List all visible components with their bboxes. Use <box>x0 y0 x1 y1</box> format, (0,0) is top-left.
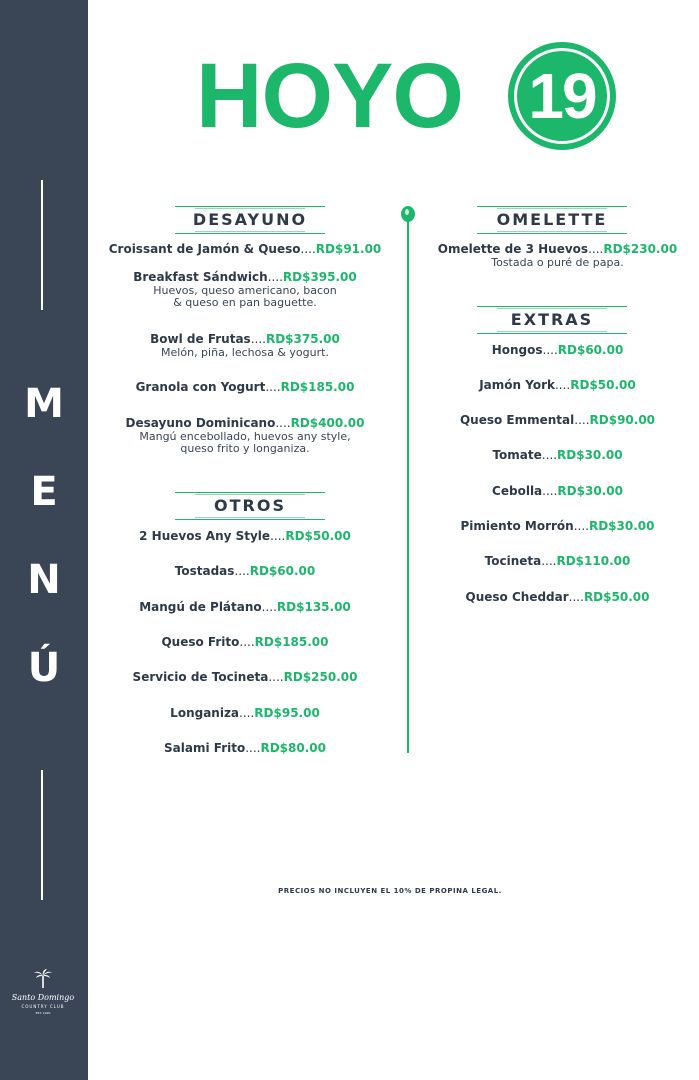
menu-item <box>105 741 385 756</box>
item-price: RD$30.00 <box>557 484 623 498</box>
item-dots: .... <box>542 343 558 357</box>
item-dots: .... <box>541 554 557 568</box>
menu-item <box>105 564 385 579</box>
menu-item <box>430 484 685 499</box>
menu-item <box>430 378 685 393</box>
menu-item <box>105 242 385 257</box>
palm-tree-icon <box>32 968 54 988</box>
item-price: RD$30.00 <box>588 519 655 533</box>
item-dots: .... <box>542 484 558 498</box>
item-price: RD$230.00 <box>603 242 678 256</box>
item-name: Tostadas <box>174 564 235 578</box>
menu-item <box>430 590 685 605</box>
menu-item <box>105 380 385 395</box>
item-dots: .... <box>239 706 255 720</box>
item-name: Granola con Yogurt <box>135 380 266 394</box>
menu-letter: Ú <box>27 645 61 691</box>
item-dots: .... <box>573 519 589 533</box>
menu-letter: E <box>30 469 58 515</box>
item-dots: .... <box>275 416 291 430</box>
menu-item <box>430 519 685 534</box>
menu-item <box>430 242 685 269</box>
item-price: RD$30.00 <box>557 448 623 462</box>
item-name: Tomate <box>492 448 542 462</box>
item-price: RD$50.00 <box>583 590 650 604</box>
item-name: Queso Frito <box>161 635 240 649</box>
menu-letter: N <box>27 557 61 603</box>
club-logo-name: COUNTRY CLUB <box>21 1004 65 1009</box>
item-price: RD$80.00 <box>260 741 326 755</box>
sidebar <box>0 0 88 1080</box>
brand-number-badge <box>508 42 616 150</box>
item-name: Omelette de 3 Huevos <box>437 242 589 256</box>
item-description: Mangú encebollado, huevos any style, queso frito y longaniza. <box>139 430 351 455</box>
item-dots: .... <box>250 332 266 346</box>
club-logo-est: EST. 1920 <box>35 1011 51 1015</box>
golf-ball-icon <box>401 206 415 222</box>
item-price: RD$90.00 <box>589 413 656 427</box>
item-price: RD$60.00 <box>557 343 624 357</box>
item-price: RD$185.00 <box>280 380 355 394</box>
brand-number: 19 <box>528 60 596 132</box>
section-header-extras <box>477 306 627 334</box>
item-dots: .... <box>239 635 255 649</box>
item-price: RD$110.00 <box>556 554 631 568</box>
menu-item <box>105 416 385 455</box>
menu-item <box>105 529 385 544</box>
item-price: RD$395.00 <box>282 270 357 284</box>
item-name: Jamón York <box>479 378 555 392</box>
menu-item <box>105 270 385 309</box>
item-name: Desayuno Dominicano <box>125 416 276 430</box>
item-name: Salami Frito <box>164 741 246 755</box>
menu-letter: M <box>24 381 64 427</box>
item-name: Queso Cheddar <box>465 590 569 604</box>
item-name: Tocineta <box>484 554 542 568</box>
item-dots: .... <box>554 378 571 392</box>
item-name: Breakfast Sándwich <box>133 270 268 284</box>
item-name: 2 Huevos Any Style <box>139 529 271 543</box>
item-dots: .... <box>234 564 250 578</box>
menu-vertical-word <box>0 360 88 712</box>
sidebar-bottom-line <box>41 770 43 900</box>
menu-item <box>430 554 685 569</box>
section-header-desayuno <box>175 206 325 234</box>
item-price: RD$135.00 <box>276 600 351 614</box>
menu-item <box>105 706 385 721</box>
item-dots: .... <box>574 413 590 427</box>
item-name: Longaniza <box>170 706 240 720</box>
item-price: RD$50.00 <box>285 529 351 543</box>
item-name: Cebolla <box>492 484 543 498</box>
item-description: Melón, piña, lechosa & yogurt. <box>161 346 329 359</box>
club-logo-script: Santo Domingo <box>11 993 75 1002</box>
menu-item <box>430 413 685 428</box>
item-description: Huevos, queso americano, bacon & queso en pan baguette. <box>153 284 337 309</box>
item-price: RD$375.00 <box>265 332 340 346</box>
section-header-omelette <box>477 206 627 234</box>
item-dots: .... <box>267 270 283 284</box>
section-header-otros <box>175 492 325 520</box>
item-name: Queso Emmental <box>459 413 575 427</box>
item-dots: .... <box>300 242 316 256</box>
menu-item <box>105 600 385 615</box>
item-price: RD$50.00 <box>570 378 636 392</box>
item-price: RD$95.00 <box>254 706 320 720</box>
item-name: Croissant de Jamón & Queso <box>108 242 301 256</box>
club-logo <box>10 968 76 1015</box>
menu-item <box>105 670 385 685</box>
item-dots: .... <box>261 600 277 614</box>
item-price: RD$60.00 <box>249 564 316 578</box>
item-price: RD$185.00 <box>254 635 329 649</box>
item-dots: .... <box>268 670 284 684</box>
section-title: EXTRAS <box>510 310 594 329</box>
item-name: Bowl de Frutas <box>150 332 251 346</box>
column-divider <box>407 208 409 753</box>
brand-word: HOYO <box>196 45 463 147</box>
section-title: OMELETTE <box>496 210 608 229</box>
menu-item <box>105 635 385 650</box>
item-name: Servicio de Tocineta <box>132 670 269 684</box>
item-name: Mangú de Plátano <box>139 600 262 614</box>
brand-logo <box>196 40 626 150</box>
menu-item <box>430 448 685 463</box>
section-title: DESAYUNO <box>192 210 308 229</box>
item-dots: .... <box>270 529 286 543</box>
item-dots: .... <box>568 590 584 604</box>
item-dots: .... <box>245 741 261 755</box>
item-price: RD$400.00 <box>290 416 365 430</box>
item-dots: .... <box>588 242 604 256</box>
section-title: OTROS <box>214 496 286 515</box>
tip-disclaimer: PRECIOS NO INCLUYEN EL 10% DE PROPINA LEGAL. <box>278 887 502 895</box>
item-description: Tostada o puré de papa. <box>491 256 624 269</box>
item-name: Pimiento Morrón <box>460 519 574 533</box>
item-dots: .... <box>265 380 281 394</box>
menu-item <box>430 343 685 358</box>
item-price: RD$91.00 <box>315 242 382 256</box>
menu-item <box>105 332 385 359</box>
item-dots: .... <box>541 448 558 462</box>
sidebar-top-line <box>41 180 43 310</box>
item-name: Hongos <box>491 343 543 357</box>
item-price: RD$250.00 <box>283 670 358 684</box>
